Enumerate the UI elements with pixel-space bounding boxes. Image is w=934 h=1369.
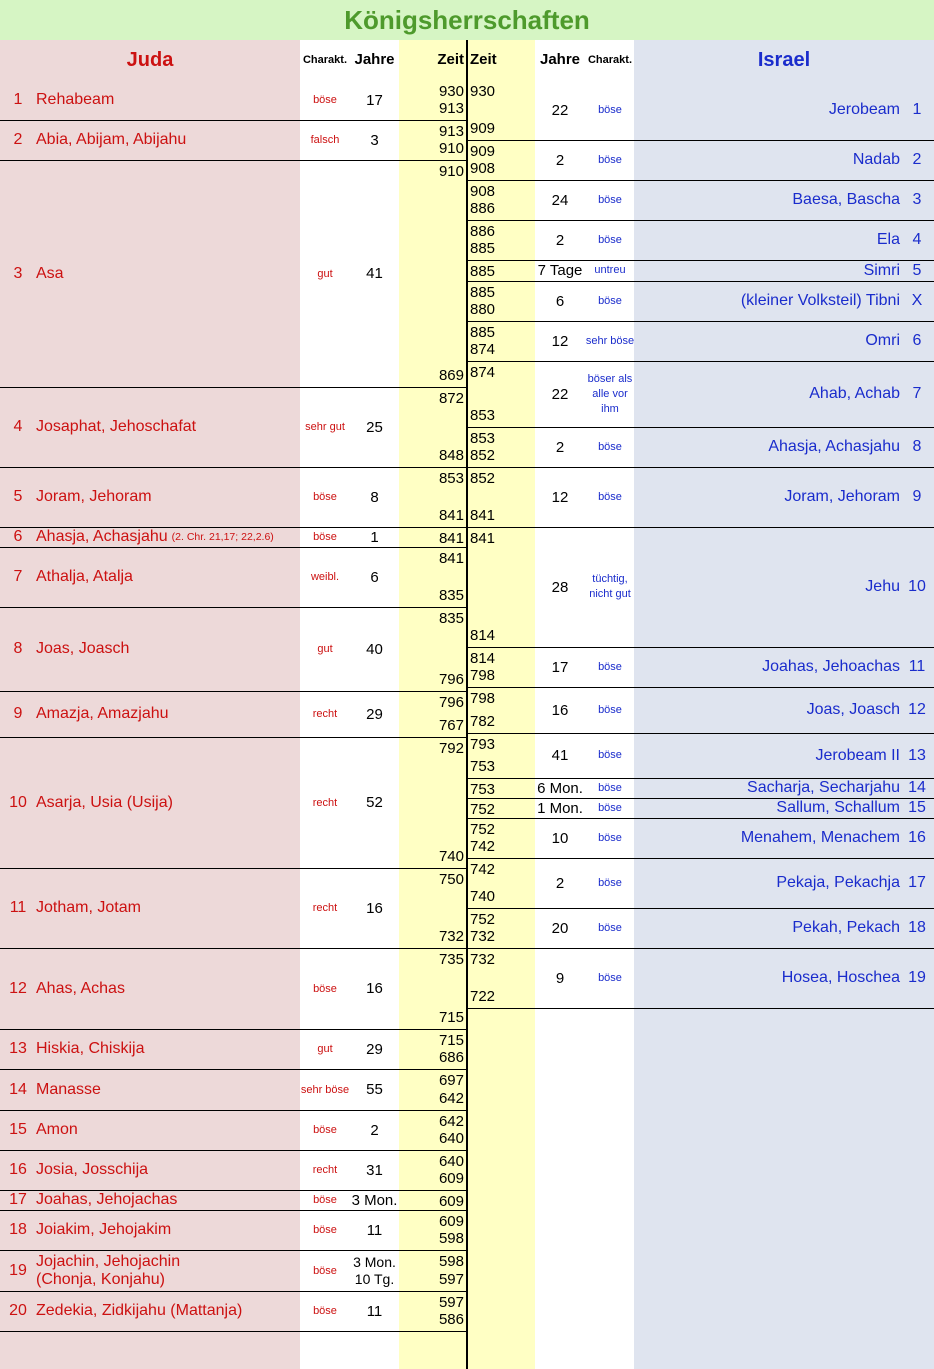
juda-king-row — [0, 1250, 300, 1291]
israel-king-row — [634, 140, 934, 180]
reign-start-year: 732 — [470, 951, 496, 968]
king-character: böse — [598, 440, 622, 453]
row-divider — [0, 1331, 467, 1332]
reign-start-year: 640 — [438, 1153, 464, 1170]
israel-charakt-header: Charakt. — [587, 54, 633, 66]
king-number: 14 — [9, 1080, 27, 1098]
juda-charakt-header: Charakt. — [302, 54, 348, 66]
juda-king-row — [0, 1291, 300, 1331]
king-name: (kleiner Volksteil) Tibni — [740, 292, 900, 309]
reign-years: 11 — [366, 1302, 383, 1320]
reign-start-year: 753 — [470, 781, 496, 798]
king-name: Amon — [36, 1121, 78, 1138]
king-character: böse — [598, 921, 622, 934]
king-character: untreu — [594, 264, 626, 276]
king-character: recht — [312, 708, 338, 720]
reign-end-year: 910 — [438, 140, 464, 157]
king-name: Zedekia, Zidkijahu (Mattanja) — [36, 1302, 243, 1319]
reign-end-year: 715 — [438, 1009, 464, 1026]
king-name: Hiskia, Chiskija — [36, 1040, 145, 1057]
reign-end-year: 640 — [438, 1130, 464, 1147]
king-name: Ahasja, Achasjahu — [36, 528, 168, 545]
column-divider — [466, 40, 468, 1369]
king-number: 17 — [908, 874, 926, 891]
king-number: 5 — [13, 488, 23, 505]
reign-end-year: 740 — [470, 888, 496, 905]
king-character: sehr böse — [300, 1083, 350, 1096]
israel-king-row — [634, 260, 934, 281]
reign-start-year: 841 — [438, 550, 464, 567]
king-name: Sallum, Schallum — [776, 799, 900, 816]
reign-end-year: 874 — [470, 341, 496, 358]
king-name: Jehu — [865, 578, 900, 595]
juda-king-row — [0, 691, 300, 737]
king-character: böse — [598, 801, 622, 814]
juda-king-row — [0, 1069, 300, 1110]
king-name: Omri — [865, 332, 900, 349]
reign-end-year: 796 — [438, 671, 464, 688]
reign-start-year: 835 — [438, 610, 464, 627]
king-number: 3 — [912, 191, 922, 208]
king-number: X — [911, 292, 923, 309]
reign-end-year: 686 — [438, 1049, 464, 1066]
king-character: böse — [598, 831, 622, 844]
reign-start-year: 742 — [470, 861, 496, 878]
reign-end-year: 732 — [470, 928, 496, 945]
reign-years: 16 — [551, 701, 569, 719]
king-character: böse — [598, 294, 622, 307]
reign-start-year: 853 — [470, 430, 496, 447]
israel-king-row — [634, 778, 934, 798]
king-number: 8 — [912, 438, 922, 455]
reign-end-year: 880 — [470, 301, 496, 318]
king-number: 12 — [9, 979, 27, 997]
reign-years: 9 — [555, 969, 565, 987]
king-name: Joram, Jehoram — [784, 488, 900, 505]
reign-end-year: 722 — [470, 988, 496, 1005]
reign-end-year: 841 — [438, 507, 464, 524]
reign-start-year: 841 — [438, 530, 464, 547]
king-number: 11 — [908, 658, 926, 675]
king-character: böse — [598, 703, 622, 716]
king-character: böse — [598, 971, 622, 984]
king-character: böse — [313, 491, 337, 503]
king-name: Nadab — [852, 151, 900, 168]
king-character: gut — [317, 1043, 333, 1055]
reign-years: 11 — [366, 1221, 383, 1239]
israel-king-row — [634, 361, 934, 427]
reign-start-year: 909 — [470, 143, 496, 160]
reign-start-year: 886 — [470, 223, 496, 240]
reign-years: 22 — [551, 101, 569, 119]
reign-end-year: 853 — [470, 407, 496, 424]
king-name: Joiakim, Jehojakim — [36, 1221, 172, 1238]
king-number: 16 — [9, 1161, 27, 1178]
king-name: Pekah, Pekach — [792, 919, 900, 936]
king-name: Sacharja, Secharjahu — [747, 779, 900, 796]
king-number: 9 — [13, 705, 23, 722]
king-name — [36, 1253, 180, 1289]
reign-start-year: 885 — [470, 284, 496, 301]
king-character: böse — [313, 1264, 337, 1277]
reign-start-year: 872 — [438, 390, 464, 407]
king-character: böse — [313, 531, 337, 543]
reign-end-year: 908 — [470, 160, 496, 177]
king-character: recht — [312, 902, 338, 914]
juda-king-row — [0, 607, 300, 691]
juda-king-row — [0, 467, 300, 527]
king-character: böse — [598, 876, 622, 889]
reign-start-year: 735 — [438, 951, 464, 968]
reign-start-year: 597 — [438, 1294, 464, 1311]
king-number: 4 — [912, 231, 922, 248]
king-character: böser als alle vor ihm — [587, 372, 633, 415]
king-number: 1 — [13, 91, 23, 108]
king-number: 6 — [912, 332, 922, 349]
king-number: 15 — [908, 799, 926, 816]
reign-end-year: 886 — [470, 200, 496, 217]
reign-start-year: 598 — [438, 1253, 464, 1270]
king-name: Jotham, Jotam — [36, 899, 141, 916]
reign-years: 16 — [366, 980, 383, 997]
reign-start-year: 697 — [438, 1072, 464, 1089]
reign-end-year: 841 — [470, 507, 496, 524]
reign-start-year: 930 — [438, 83, 464, 100]
reign-start-year: 910 — [438, 163, 464, 180]
reign-years: 10 — [551, 829, 569, 847]
king-name-line2: (Chonja, Konjahu) — [36, 1270, 165, 1288]
reign-start-year: 874 — [470, 364, 496, 381]
reign-years: 41 — [366, 265, 383, 282]
reign-years: 12 — [551, 488, 569, 506]
king-name: Asarja, Usia (Usija) — [36, 793, 173, 811]
reign-end-year: 869 — [438, 367, 464, 384]
king-name: Ahas, Achas — [36, 979, 125, 997]
king-name: Jerobeam — [828, 101, 900, 118]
israel-king-row — [634, 527, 934, 647]
israel-king-row — [634, 818, 934, 858]
king-name: Joas, Joasch — [806, 701, 900, 718]
israel-king-row — [634, 858, 934, 908]
reign-start-year: 885 — [470, 324, 496, 341]
reign-start-year: 798 — [470, 690, 496, 707]
king-name: Pekaja, Pekachja — [776, 874, 900, 891]
king-character: weibl. — [310, 571, 340, 583]
juda-king-row — [0, 120, 300, 160]
israel-king-row — [634, 281, 934, 321]
reign-years: 40 — [366, 640, 383, 658]
king-character: böse — [598, 153, 622, 166]
king-number: 7 — [13, 568, 23, 585]
king-name: Josaphat, Jehoschafat — [36, 418, 197, 435]
reign-end-year: 782 — [470, 713, 496, 730]
king-number: 10 — [908, 578, 926, 595]
king-name: Manasse — [36, 1080, 101, 1098]
king-name: Abia, Abijam, Abijahu — [36, 131, 187, 148]
reign-years: 25 — [366, 418, 383, 436]
reign-years: 24 — [551, 191, 569, 209]
king-number: 6 — [13, 528, 23, 545]
king-number: 19 — [9, 1261, 27, 1279]
king-character: böse — [313, 982, 337, 995]
king-character: recht — [312, 796, 338, 809]
king-name: Ahab, Achab — [809, 385, 900, 402]
reign-years: 29 — [366, 705, 383, 723]
reign-end-year: 798 — [470, 667, 496, 684]
king-note: (2. Chr. 21,17; 22,2.6) — [171, 531, 274, 543]
king-character: böse — [598, 781, 622, 794]
reign-start-year: 750 — [438, 871, 464, 888]
king-number: 3 — [13, 264, 23, 282]
king-name: Jerobeam II — [815, 746, 900, 764]
juda-king-row — [0, 948, 300, 1029]
reign-start-year: 793 — [470, 736, 496, 753]
juda-king-row — [0, 1190, 300, 1210]
reign-start-year: 609 — [438, 1213, 464, 1230]
reign-start-year: 885 — [470, 263, 496, 280]
reign-end-year: 852 — [470, 447, 496, 464]
juda-king-row — [0, 80, 300, 120]
king-name: Josia, Josschija — [36, 1161, 149, 1178]
reign-start-year: 814 — [470, 650, 496, 667]
king-character: böse — [598, 103, 622, 116]
juda-king-row — [0, 1210, 300, 1250]
reign-start-year: 908 — [470, 183, 496, 200]
reign-start-year: 841 — [470, 530, 496, 547]
juda-king-row — [0, 1150, 300, 1190]
king-number: 13 — [9, 1040, 27, 1057]
reign-years: 3 Mon. — [351, 1191, 398, 1209]
king-name: Athalja, Atalja — [36, 568, 133, 585]
reign-start-year: 609 — [438, 1193, 464, 1210]
juda-king-row — [0, 737, 300, 868]
reign-years: 2 — [555, 438, 565, 456]
king-character: böse — [598, 749, 622, 761]
king-character: falsch — [310, 134, 340, 146]
reign-end-year: 597 — [438, 1271, 464, 1288]
king-number: 7 — [912, 385, 922, 402]
king-number: 10 — [9, 793, 27, 811]
reign-end-year: 740 — [438, 848, 464, 865]
king-name: Joram, Jehoram — [36, 488, 152, 505]
israel-king-row — [634, 687, 934, 733]
king-character: recht — [312, 1164, 338, 1176]
king-name: Joas, Joasch — [36, 640, 130, 657]
israel-king-row — [634, 647, 934, 687]
israel-king-row — [634, 321, 934, 361]
reign-end-year: 598 — [438, 1230, 464, 1247]
king-number: 19 — [908, 969, 926, 986]
king-number: 11 — [9, 899, 27, 916]
reign-end-year: 732 — [438, 928, 464, 945]
row-divider — [467, 1008, 934, 1009]
king-number: 12 — [908, 701, 926, 718]
reign-end-year: 848 — [438, 447, 464, 464]
king-name: Rehabeam — [36, 91, 115, 108]
reign-end-year: 753 — [470, 758, 496, 775]
king-number: 8 — [13, 640, 23, 657]
reign-years: 52 — [366, 794, 383, 811]
king-character: böse — [313, 94, 337, 106]
reign-start-year: 752 — [470, 911, 496, 928]
king-number: 9 — [912, 488, 922, 505]
king-character: gut — [317, 643, 333, 655]
king-character: böse — [313, 1194, 337, 1206]
king-name: Amazja, Amazjahu — [36, 705, 169, 722]
king-number: 17 — [9, 1191, 27, 1208]
israel-king-row — [634, 80, 934, 140]
reign-years: 8 — [370, 488, 379, 506]
king-number: 18 — [908, 919, 926, 936]
israel-king-row — [634, 733, 934, 778]
reign-end-year: 814 — [470, 627, 496, 644]
king-character: böse — [598, 490, 622, 503]
reign-years: 6 — [370, 568, 379, 586]
reign-years: 2 — [370, 1121, 379, 1139]
israel-king-row — [634, 180, 934, 220]
king-name: Ela — [876, 231, 900, 248]
king-number: 2 — [912, 151, 922, 168]
reign-years: 16 — [366, 899, 383, 917]
king-character: sehr gut — [305, 421, 345, 433]
king-number: 15 — [9, 1121, 27, 1138]
reign-start-year: 852 — [470, 470, 496, 487]
king-name: Joahas, Jehoachas — [762, 658, 900, 675]
reign-years: 41 — [551, 747, 569, 764]
juda-king-row — [0, 1110, 300, 1150]
reign-years: 6 — [555, 292, 565, 310]
reign-years: 17 — [366, 91, 383, 109]
king-name: Asa — [36, 264, 64, 282]
israel-king-row — [634, 908, 934, 948]
king-number: 5 — [912, 261, 922, 279]
reign-end-year: 835 — [438, 587, 464, 604]
reign-start-year: 913 — [438, 123, 464, 140]
reign-years: 12 — [551, 332, 569, 350]
reign-years: 2 — [555, 231, 565, 249]
reign-years: 2 — [555, 874, 565, 892]
king-name: Baesa, Bascha — [792, 191, 900, 208]
juda-jahre-header: Jahre — [354, 51, 395, 68]
page-title: Königsherrschaften — [0, 0, 934, 40]
king-number: 14 — [908, 779, 926, 796]
juda-king-row — [0, 1029, 300, 1069]
reign-end-year: 609 — [438, 1170, 464, 1187]
reign-years: 3 Mon. 10 Tg. — [353, 1253, 396, 1287]
reign-years: 28 — [551, 578, 569, 596]
juda-zeit-header: Zeit — [437, 51, 464, 68]
israel-zeit-header: Zeit — [470, 51, 497, 68]
king-name-line1: Jojachin, Jehojachin — [36, 1252, 181, 1270]
reign-years: 6 Mon. — [537, 779, 583, 797]
reign-start-year: 642 — [438, 1113, 464, 1130]
israel-jahre-header: Jahre — [539, 51, 581, 68]
reign-end-year: 642 — [438, 1090, 464, 1107]
reign-end-year: 909 — [470, 120, 496, 137]
israel-king-row — [634, 427, 934, 467]
reign-years: 29 — [366, 1040, 383, 1058]
king-character: tüchtig, nicht gut — [589, 573, 631, 600]
king-character: gut — [317, 267, 333, 280]
king-character: böse — [598, 233, 622, 246]
reign-end-year: 586 — [438, 1311, 464, 1328]
king-character: böse — [313, 1305, 337, 1317]
juda-king-row — [0, 527, 300, 547]
reign-end-year: 742 — [470, 838, 496, 855]
juda-header: Juda — [126, 49, 174, 71]
reign-years: 3 — [370, 131, 379, 149]
israel-king-row — [634, 220, 934, 260]
israel-king-row — [634, 948, 934, 1008]
juda-king-row — [0, 547, 300, 607]
reign-end-year: 913 — [438, 100, 464, 117]
reign-years: 1 — [370, 528, 379, 546]
king-character: böse — [313, 1224, 337, 1236]
reign-start-year: 715 — [438, 1032, 464, 1049]
reign-years: 22 — [551, 385, 569, 403]
reign-start-year: 853 — [438, 470, 464, 487]
reign-years: 1 Mon. — [537, 799, 583, 817]
king-number: 2 — [13, 131, 23, 148]
reign-years: 31 — [366, 1161, 383, 1179]
reign-start-year: 930 — [470, 83, 496, 100]
king-character: böse — [598, 193, 622, 206]
king-character: böse — [313, 1124, 337, 1136]
reign-years: 7 Tage — [537, 262, 583, 279]
reign-end-year: 767 — [438, 717, 464, 734]
reign-start-year: 796 — [438, 694, 464, 711]
king-number: 16 — [908, 829, 926, 846]
king-name: Hosea, Hoschea — [781, 969, 900, 986]
israel-king-row — [634, 798, 934, 818]
king-number: 20 — [9, 1302, 27, 1319]
king-name: Ahasja, Achasjahu — [768, 438, 900, 455]
reign-start-year: 752 — [470, 821, 496, 838]
king-character: sehr böse — [585, 334, 635, 347]
reign-start-year: 792 — [438, 740, 464, 757]
king-name: Simri — [863, 261, 900, 279]
king-number: 13 — [908, 746, 926, 764]
reign-years: 17 — [551, 658, 569, 676]
israel-header: Israel — [757, 49, 811, 71]
juda-king-row — [0, 868, 300, 948]
king-name: Menahem, Menachem — [740, 829, 900, 846]
reign-years: 20 — [551, 919, 569, 937]
king-number: 4 — [13, 418, 23, 435]
king-character: böse — [598, 660, 622, 673]
israel-king-row — [634, 467, 934, 527]
king-name: Joahas, Jehojachas — [36, 1191, 178, 1208]
reign-years: 55 — [366, 1081, 383, 1098]
reign-end-year: 885 — [470, 240, 496, 257]
reign-years: 2 — [555, 151, 565, 169]
juda-king-row — [0, 387, 300, 467]
king-number: 1 — [912, 101, 922, 118]
juda-king-row — [0, 160, 300, 387]
reign-start-year: 752 — [470, 801, 496, 818]
king-number: 18 — [9, 1221, 27, 1238]
